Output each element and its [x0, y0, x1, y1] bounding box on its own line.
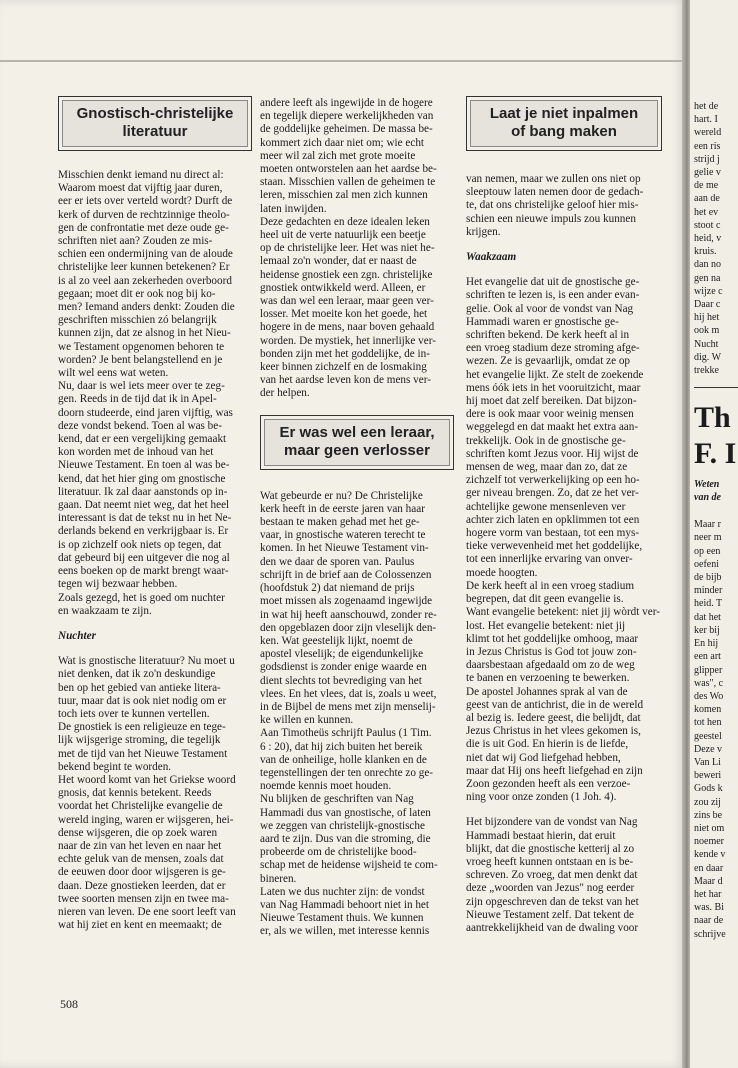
heading-box-inpalmen — [466, 96, 662, 151]
text-line: kende v — [694, 849, 726, 861]
heading-box-gnostisch — [58, 96, 252, 151]
text-line: niet om — [694, 822, 725, 834]
subheading-nuchter: Nuchter — [58, 629, 96, 642]
text-line: En hij — [694, 638, 719, 650]
text-line: beweri — [694, 770, 722, 782]
next-page-fragment — [690, 0, 738, 1068]
text-line: zou zij — [694, 796, 721, 808]
text-line: wereld — [694, 127, 722, 139]
text-line: ook m — [694, 325, 720, 337]
heading-leraar: Er was wel een leraar, maar geen verlosser — [264, 419, 450, 466]
next-article-subtitle-line1: Weten — [694, 479, 720, 491]
next-page-lines-top — [694, 100, 738, 377]
text-line: zins be — [694, 809, 723, 821]
text-line: was", c — [694, 677, 724, 689]
paragraph: andere leeft als ingewijde in de hogere en tegelijk diepere werkelijkheden van de goddelijke geheimen. De massa be- kommert zich daar niet om; wie echt meer wil zal zich met grote moeite moeten ontworstelen aan het aardse be- staan. Misschien vallen de geheimen te leren, misschien zal men zich kunnen laten inwijden. Deze gedachten en deze idealen leken heel uit de verte natuurlijk een beetje op de christelijke leer. Het was niet he- lemaal zo'n wonder, dat er naast de heidense gnostiek een zgn. christelijke gnostiek ontwikkeld werd. Alleen, er was dan wel een leraar, maar geen ver- losser. Met moeite kon het goede, het hogere in de mens, naar boven gehaald worden. De mystiek, het innerlijke ver- bonden zijn met het goddelijke, de in- keer binnen zichzelf en de losmaking van het aardse leven kon de mens ver- der helpen. — [260, 97, 437, 400]
text-line: aan de — [694, 193, 720, 205]
text-line: een ris — [694, 140, 721, 152]
right-column — [466, 96, 662, 935]
text-line: komen — [694, 704, 722, 716]
text-line: gen na — [694, 272, 721, 284]
text-line: neer m — [694, 532, 722, 544]
text-line: het de — [694, 101, 719, 112]
text-line: des Wo — [694, 690, 724, 702]
paragraph: Het evangelie dat uit de gnostische ge- schriften te lezen is, is een ander evan- gelie. Ook al voor de vondst van Nag Hammadi waren er gnostische ge- schriften bekend. De kerk heeft al in een vroeg stadium deze stroming afge- wezen. Ze is gevaarlijk, omdat ze op het evangelie lijkt. Ze stelt de zoekende mens óók iets in het vooruitzicht, maar hij moet dat zelf bereiken. Dat bijzon- dere is ook maar voor weinig mensen weggelegd en dat maakt het extra aan- trekkelijk. Ook in de gnostische ge- schriften komt Jezus voor. Hij wijst de mensen de weg, maar dan zo, dat ze zichzelf tot verwerkelijking op een ho- ger niveau brengen. Zo, dat ze het ver- achtelijke gewone mensenleven ver achter zich laten en opklimmen tot een hogere vorm van bestaan, tot een mys- tieke verwevenheid met het goddelijke, tot een innerlijke ervaring van onver- moede hoogten. De kerk heeft al in een vroeg stadium begrepen, dat dit geen evangelie is. Want evangelie betekent: niet jij wòrdt ver- lost. Het evangelie betekent: niet jij klimt tot het goddelijke omhoog, maar in Jezus Christus is God tot jouw zon- daarsbestaan afgedaald om zo de weg te banen en verzoening te bewerken. De apostel Johannes sprak al van de geest van de antichrist, die in de wereld al bezig is. Iedere geest, die belijdt, dat Jezus Christus in het vlees gekomen is, die is uit God. En hierin is de liefde, niet dat wij God liefgehad hebben, maar dat Hij ons heeft liefgehad en zijn Zoon gezonden heeft als een verzoe- ning voor onze zonden (1 Joh. 4). — [466, 276, 660, 804]
text-line: de me — [694, 180, 719, 192]
text-line: gelie v — [694, 167, 721, 179]
text-line: de bijb — [694, 572, 722, 584]
text-line: trekke — [694, 365, 719, 377]
text-line: Maar d — [694, 875, 723, 887]
text-line: dat het — [694, 611, 721, 623]
text-line: heid. T — [694, 598, 723, 610]
paragraph: Wat gebeurde er nu? De Christelijke kerk heeft in de eerste jaren van haar bestaan te maken gehad met het ge- vaar, in gnostische wateren terecht te komen. In het Nieuwe Testament vin- den we daar de sporen van. Paulus schrijft in de brief aan de Colossenzen (hoofdstuk 2) dat niemand de prijs moet missen als zogenaamd ingewijde in wat hij heeft aanschouwd, zonder re- den opgeblazen door zijn vleselijk den- ken. Wat geestelijk lijkt, noemt de apostel vleselijk; de eigendunkelijke godsdienst is zonder enige waarde en dient slechts tot bevrediging van het vlees. En het vlees, dat is, zoals u weet, in de Bijbel de mens met zijn menselij- ke willen en kunnen. Aan Timotheüs schrijft Paulus (1 Tim. 6 : 20), dat hij zich buiten het bereik van de onheilige, holle klanken en de tegenstellingen der ten onrechte zo ge- noemde kennis moet houden. Nu blijken de geschriften van Nag Hammadi dus van gnostische, of laten we zeggen van christelijk-gnostische aard te zijn. Dus van die stroming, die probeerde om de christelijke bood- schap met de heidense wijsheid te com- bineren. Laten we dus nuchter zijn: de vondst van Nag Hammadi behoort niet in het Nieuwe Testament thuis. We kunnen er, als we willen, met interesse kennis — [260, 489, 438, 938]
text-line: ker bij — [694, 624, 720, 636]
next-page-text — [694, 100, 738, 941]
heading-box-leraar — [260, 415, 454, 470]
text-line: strijd j — [694, 153, 720, 165]
text-line: oefeni — [694, 558, 719, 570]
left-column — [58, 96, 252, 932]
heading-inpalmen: Laat je niet inpalmen of bang maken — [470, 100, 658, 147]
text-line: het har — [694, 888, 722, 900]
page-number: 508 — [60, 997, 78, 1011]
text-line: Deze v — [694, 743, 723, 755]
text-line: hart. I — [694, 114, 718, 126]
text-line: Nucht — [694, 338, 719, 350]
paragraph: Misschien denkt iemand nu direct al: Waarom moest dat vijftig jaar duren, eer er iets over verteld wordt? Durft de kerk of durven de rechtzinnige theolo- gen de confrontatie met deze oude ge- schriften niet aan? Zouden ze mis- schien een ondermijning van de aloude christelijke leer kunnen betekenen? Er is al zo veel aan zekerheden overboord gegaan; moet dit er ook nog bij ko- men? Iemand anders denkt: Zouden die geschriften misschien zó belangrijk kunnen zijn, dat ze alsnog in het Nieu- we Testament opgenomen behoren te worden? Je bent belangstellend en je wilt wel eens wat weten. Nu, daar is wel iets meer over te zeg- gen. Reeds in de tijd dat ik in Apel- doorn studeerde, eind jaren vijftig, was deze vondst bekend. Toen al was be- kend, dat er een vergelijking gemaakt kon worden met de inhoud van het Nieuwe Testament. En toen al was be- kend, dat het hier ging om gnostische literatuur. Ik zal daar aanstonds op in- gaan. Dat neemt niet weg, dat het heel interessant is dat de tekst nu in het Ne- derlands bekend en verkrijgbaar is. Er is op zichzelf ook niets op tegen, dat dat gebeurd bij een uitgever die nog al eens boeken op de markt brengt waar- tegen wij bezwaar hebben. Zoals gezegd, het is goed om nuchter en waakzaam te zijn. — [58, 169, 235, 617]
text-line: Daar c — [694, 299, 721, 311]
text-line: Maar r — [694, 519, 721, 531]
text-line: het ev — [694, 206, 719, 218]
paragraph: Wat is gnostische literatuur? Nu moet u niet denken, dat ik zo'n deskundige ben op het gebied van antieke litera- tuur, maar dat is ook niet nodig om er toch iets over te kunnen vertellen. De gnostiek is een religieuze en tege- lijk wijsgerige stroming, die tegelijk met de tijd van het Nieuwe Testament bekend begint te worden. Het woord komt van het Griekse woord gnosis, dat kennis betekent. Reeds voordat het Christelijke evangelie de wereld inging, waren er wijsgeren, hei- dense wijsgeren, die op zoek waren naar de zin van het leven en naar het echte geluk van de mensen, zoals dat de eeuwen door door wijsgeren is ge- daan. Deze gnostieken leerden, dat er twee soorten mensen zijn en twee ma- nieren van leven. De ene soort leeft van wat hij ziet en kent en meemaakt; de — [58, 655, 236, 932]
text-line: en daar — [694, 862, 724, 874]
middle-column — [260, 97, 454, 939]
next-article-title-line2: F. I — [694, 437, 737, 471]
paragraph: Het bijzondere van de vondst van Nag Hammadi bestaat hierin, dat eruit blijkt, dat die gnostische ketterij al zo vroeg heeft kunnen ontstaan en is be- schreven. Zo vroeg, dat men denkt dat deze „woorden van Jezus" nog eerder zijn opgeschreven dan de tekst van het Nieuwe Testament zelf. Dat tekent de aantrekkelijkheid van de dwaling voor — [466, 816, 639, 934]
paragraph: van nemen, maar we zullen ons niet op sleeptouw laten nemen door de gedach- te, dat ons christelijke geloof hier mis- schien een nieuwe impuls zou kunnen krijgen. — [466, 173, 644, 238]
section-rule — [694, 387, 738, 388]
next-article-title-line1: Th — [694, 401, 731, 435]
text-line: naar de — [694, 915, 724, 927]
text-line: stoot c — [694, 219, 721, 231]
text-line: hij het — [694, 312, 720, 324]
next-article-subtitle-line2: van de — [694, 492, 721, 504]
text-line: dig. W — [694, 351, 722, 363]
text-line: geestel — [694, 730, 722, 742]
top-rule — [0, 60, 686, 62]
text-line: was. Bi — [694, 902, 724, 914]
text-line: een art — [694, 651, 721, 663]
text-line: kruis. — [694, 246, 717, 258]
text-line: heid, v — [694, 233, 722, 245]
text-line: Van Li — [694, 756, 721, 768]
next-page-lines-bottom — [694, 518, 738, 941]
text-line: schrijve — [694, 928, 726, 940]
text-line: wijze c — [694, 285, 723, 297]
text-line: noemer — [694, 836, 724, 848]
text-line: dan no — [694, 259, 721, 271]
heading-gnostisch: Gnostisch-christelijke literatuur — [62, 100, 248, 147]
text-line: op een — [694, 545, 721, 557]
text-line: Gods k — [694, 783, 723, 795]
subheading-waakzaam: Waakzaam — [466, 251, 517, 264]
text-line: glipper — [694, 664, 723, 676]
text-line: minder — [694, 585, 723, 597]
text-line: tot hen — [694, 717, 722, 729]
